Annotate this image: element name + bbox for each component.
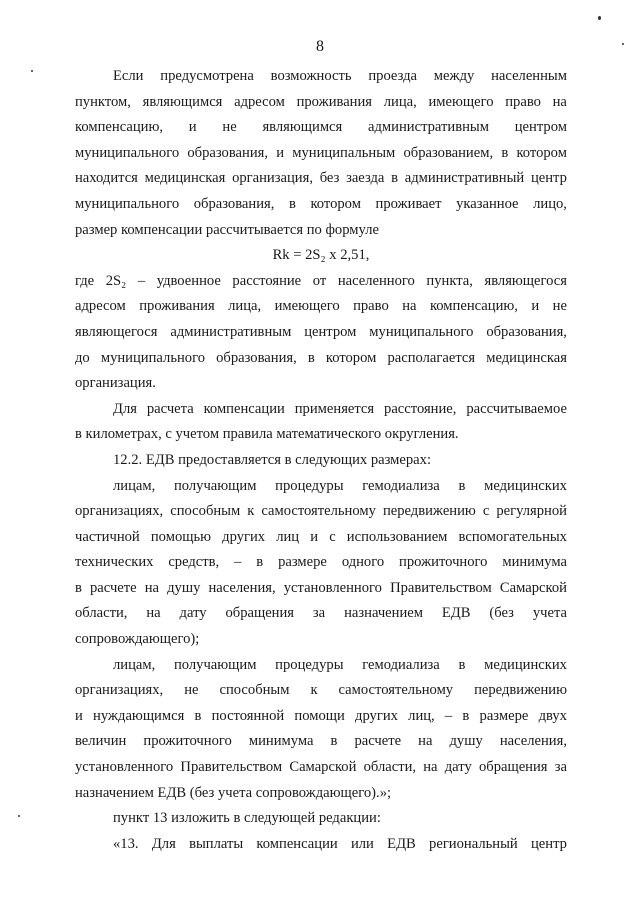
text-line xyxy=(75,422,567,448)
word: не xyxy=(184,682,199,699)
word: в xyxy=(288,195,296,212)
word: имеющего xyxy=(428,93,494,110)
word: двух xyxy=(538,707,567,724)
word: населенного xyxy=(337,272,415,289)
word: установленного xyxy=(75,759,174,776)
word: 2S₂ xyxy=(105,272,127,289)
word: дату xyxy=(179,605,207,622)
word: муниципального xyxy=(369,323,474,340)
word: или xyxy=(350,835,374,852)
word: расстояние, xyxy=(384,400,457,417)
word: образованием, xyxy=(403,144,494,161)
scan-speck xyxy=(31,70,33,72)
word: «13. xyxy=(113,835,139,852)
word: являющимся xyxy=(262,119,343,136)
word: предусмотрена xyxy=(160,68,254,84)
word: технических xyxy=(75,554,154,571)
word: расчете xyxy=(90,579,137,596)
word: процедуры xyxy=(275,477,344,494)
text-line xyxy=(75,371,567,397)
text-line xyxy=(75,397,567,423)
word: прожиточного xyxy=(143,733,232,750)
word: на xyxy=(423,759,438,776)
word: в xyxy=(307,349,315,366)
word: заезда xyxy=(346,170,385,187)
word: других xyxy=(222,528,266,545)
word: организациях, xyxy=(75,503,164,520)
word: являющегося xyxy=(75,323,158,340)
word: лица, xyxy=(228,298,262,315)
word: назначением ЕДВ (без учета сопровождающего).»; xyxy=(75,784,392,801)
word: на xyxy=(552,93,567,110)
word: за xyxy=(312,605,326,622)
word: 12.2. ЕДВ предоставляется в следующих размерах: xyxy=(113,451,432,468)
word: центр xyxy=(530,835,567,852)
text-line xyxy=(75,64,567,90)
word: гемодиализа xyxy=(362,656,440,673)
word: – xyxy=(444,707,453,724)
word: области, xyxy=(75,605,128,622)
text-line xyxy=(75,269,567,295)
text-line xyxy=(75,832,567,858)
text-line xyxy=(75,218,567,244)
word: дату xyxy=(444,759,472,776)
word: в xyxy=(458,477,466,494)
word: в километрах, с учетом правила математического округления. xyxy=(75,426,459,443)
word: обращения xyxy=(478,759,548,776)
word: на xyxy=(402,298,417,315)
text-line xyxy=(75,294,567,320)
word: муниципального xyxy=(75,144,180,161)
word: проезда xyxy=(368,68,417,84)
word: лиц, xyxy=(408,707,435,724)
word: в xyxy=(462,707,470,724)
word: лица, xyxy=(383,93,417,110)
text-line xyxy=(75,627,567,653)
word: без xyxy=(319,170,340,187)
text-line xyxy=(75,320,567,346)
word: расчета xyxy=(146,400,194,417)
word: процедуры xyxy=(275,656,344,673)
word: учета xyxy=(532,605,567,622)
text-line xyxy=(75,474,567,500)
word: компенсацию, xyxy=(75,119,164,136)
word: компенсации xyxy=(203,400,285,417)
word: за xyxy=(554,759,567,776)
word: на xyxy=(144,579,160,596)
word: Самарской xyxy=(499,579,567,596)
word: Если xyxy=(113,68,144,84)
word: муниципальным xyxy=(292,144,396,161)
word: Самарской xyxy=(289,759,357,776)
word: сопровождающего); xyxy=(75,631,200,648)
word: пунктом, xyxy=(75,93,131,110)
text-line xyxy=(75,806,567,832)
word: возможность xyxy=(270,68,352,84)
word: минимума xyxy=(502,554,567,571)
word: области, xyxy=(363,759,417,776)
word: ЕДВ xyxy=(387,835,416,852)
word: на xyxy=(146,605,161,622)
word: Правительством xyxy=(180,759,283,776)
word: минимума xyxy=(248,733,314,750)
word: в xyxy=(256,554,264,571)
text-line xyxy=(75,653,567,679)
word: центром xyxy=(304,323,357,340)
word: пункт 13 изложить в следующей редакции: xyxy=(113,810,381,827)
word: с xyxy=(482,503,490,520)
word: являющимся xyxy=(142,93,223,110)
word: самостоятельному xyxy=(338,682,454,699)
document-body xyxy=(75,64,567,857)
word: прожиточного xyxy=(399,554,488,571)
word: рассчитываемое xyxy=(466,400,567,417)
word: котором xyxy=(516,144,567,161)
word: указанное xyxy=(456,195,519,212)
word: организация. xyxy=(75,375,156,392)
word: от xyxy=(312,272,327,289)
word: к xyxy=(310,682,318,699)
word: на xyxy=(418,733,433,750)
word: способным xyxy=(219,682,290,699)
word: лицам, xyxy=(113,477,156,494)
word: лиц xyxy=(276,528,300,545)
word: медицинских xyxy=(484,477,567,494)
word: в xyxy=(194,707,202,724)
text-line xyxy=(75,346,567,372)
text-line xyxy=(75,499,567,525)
word: образования, xyxy=(187,144,269,161)
word: адресом xyxy=(75,298,126,315)
text-line xyxy=(75,781,567,807)
word: проживает xyxy=(375,195,442,212)
word: региональный xyxy=(429,835,518,852)
word: лицам, xyxy=(113,656,156,673)
word: – xyxy=(234,554,242,571)
text-line xyxy=(75,678,567,704)
word: Для xyxy=(151,835,176,852)
word: в xyxy=(330,733,338,750)
word: помощи xyxy=(294,707,345,724)
word: Для xyxy=(113,400,137,417)
word: Rk = 2S₂ x 2,51, xyxy=(272,247,370,264)
word: образования, xyxy=(216,349,297,366)
word: не xyxy=(222,119,237,136)
word: центр xyxy=(530,170,567,187)
word: помощью xyxy=(150,528,212,545)
word: выплаты xyxy=(189,835,244,852)
word: других xyxy=(355,707,398,724)
word: в xyxy=(501,144,509,161)
text-line xyxy=(75,576,567,602)
word: проживания xyxy=(139,298,215,315)
text-line xyxy=(75,704,567,730)
word: душу xyxy=(167,579,201,596)
word: душу xyxy=(449,733,483,750)
word: (без xyxy=(489,605,514,622)
text-line xyxy=(75,192,567,218)
word: использованием xyxy=(346,528,448,545)
word: одного xyxy=(341,554,385,571)
text-line xyxy=(75,90,567,116)
scan-speck xyxy=(18,815,20,817)
word: образования, xyxy=(193,195,275,212)
text-line xyxy=(75,601,567,627)
word: самостоятельному xyxy=(261,503,376,520)
word: право xyxy=(505,93,541,110)
word: установленного xyxy=(283,579,382,596)
word: муниципального xyxy=(75,195,180,212)
word: центром xyxy=(514,119,567,136)
word: и xyxy=(188,119,197,136)
word: адресом xyxy=(234,93,285,110)
scan-speck xyxy=(598,16,601,20)
word: медицинская xyxy=(144,170,226,187)
word: получающим xyxy=(173,656,257,673)
text-line xyxy=(75,166,567,192)
word: компенсации xyxy=(256,835,338,852)
word: расстояние xyxy=(232,272,302,289)
word: населенным xyxy=(491,68,567,84)
word: регулярной xyxy=(496,503,567,520)
text-line xyxy=(75,729,567,755)
word: котором xyxy=(310,195,361,212)
word: применяется xyxy=(294,400,375,417)
word: частичной xyxy=(75,528,140,545)
word: до xyxy=(75,349,90,366)
word: административный xyxy=(404,170,525,187)
word: находится xyxy=(75,170,138,187)
word: медицинская xyxy=(486,349,567,366)
word: являющегося xyxy=(484,272,567,289)
word: и xyxy=(310,528,319,545)
word: и xyxy=(531,298,540,315)
word: пункта, xyxy=(426,272,473,289)
word: и xyxy=(75,707,83,724)
word: постоянной xyxy=(211,707,285,724)
word: между xyxy=(433,68,475,84)
word: не xyxy=(552,298,567,315)
word: – xyxy=(137,272,146,289)
word: нуждающимся xyxy=(93,707,185,724)
text-line xyxy=(75,550,567,576)
word: организация, xyxy=(232,170,313,187)
word: компенсацию, xyxy=(429,298,518,315)
word: и xyxy=(276,144,285,161)
word: передвижению xyxy=(474,682,567,699)
word: административным xyxy=(170,323,292,340)
word: передвижению xyxy=(382,503,476,520)
word: в xyxy=(391,170,398,187)
word: способным xyxy=(170,503,241,520)
text-line xyxy=(75,141,567,167)
word: размере xyxy=(278,554,327,571)
word: обращения xyxy=(225,605,295,622)
word: удвоенное xyxy=(156,272,221,289)
word: к xyxy=(247,503,255,520)
text-line xyxy=(75,755,567,781)
word: лицо, xyxy=(533,195,567,212)
word: организациях, xyxy=(75,682,164,699)
word: где xyxy=(75,272,95,289)
word: вспомогательных xyxy=(458,528,567,545)
word: ЕДВ xyxy=(441,605,471,622)
word: величин xyxy=(75,733,127,750)
text-line xyxy=(75,448,567,474)
word: с xyxy=(329,528,336,545)
text-line xyxy=(75,525,567,551)
word: проживания xyxy=(296,93,373,110)
word: расчете xyxy=(354,733,402,750)
word: образования, xyxy=(486,323,567,340)
word: котором xyxy=(325,349,377,366)
word: населения, xyxy=(208,579,276,596)
word: размере xyxy=(479,707,529,724)
word: располагается xyxy=(387,349,476,366)
text-line xyxy=(75,243,567,269)
word: размер компенсации рассчитывается по формуле xyxy=(75,221,379,238)
word: муниципального xyxy=(100,349,205,366)
scan-speck xyxy=(622,43,624,45)
text-line xyxy=(75,115,567,141)
word: медицинских xyxy=(484,656,567,673)
word: в xyxy=(75,579,82,596)
word: Правительством xyxy=(390,579,492,596)
word: средств, xyxy=(168,554,220,571)
page-number: 8 xyxy=(316,38,324,55)
word: гемодиализа xyxy=(362,477,440,494)
word: право xyxy=(353,298,389,315)
word: административным xyxy=(368,119,489,136)
word: населения, xyxy=(499,733,567,750)
word: получающим xyxy=(173,477,257,494)
word: назначением xyxy=(344,605,423,622)
word: имеющего xyxy=(274,298,340,315)
word: в xyxy=(458,656,466,673)
